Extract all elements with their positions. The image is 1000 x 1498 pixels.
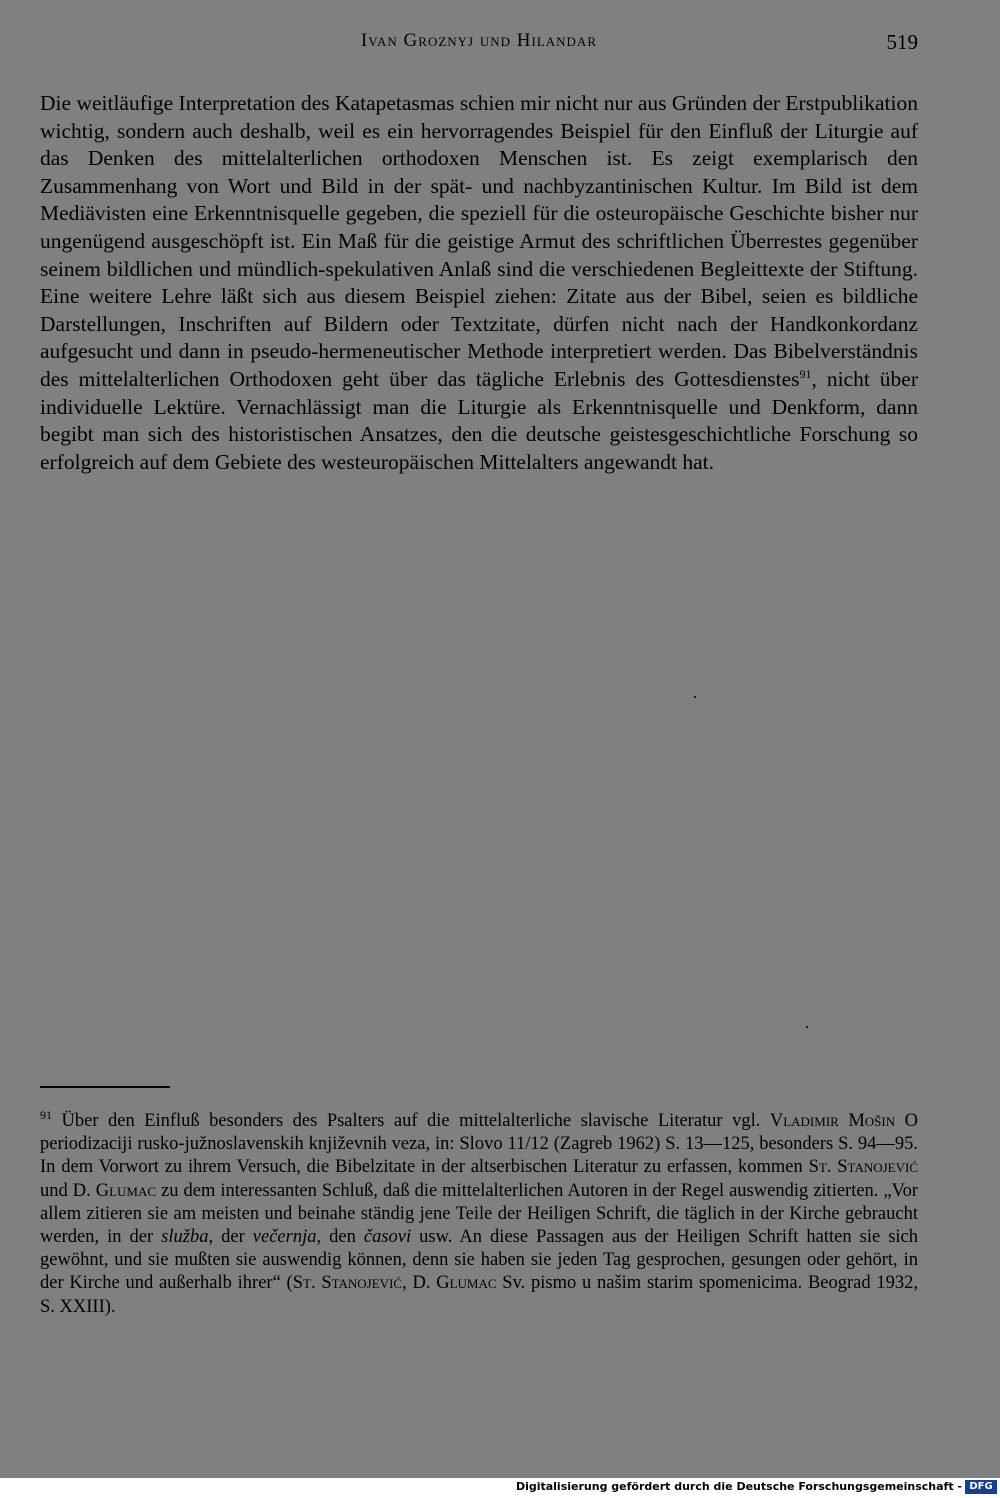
footnote-text: Sv. pismo u našim starim spomenicima. Beograd 1932, S. XXIII). bbox=[40, 1273, 919, 1317]
footnote-text: , der bbox=[208, 1227, 245, 1248]
italic-term: večernja bbox=[252, 1227, 317, 1248]
paragraph-text-part-2: , nicht über individuelle Lektüre. Vernachlässigt man die Liturgie als Erkenntnisquelle und Denkform, dann begibt man sich des historistischen Ansatzes, den die deutsche geistesgeschichtliche Forschung so erfolgreich auf dem Gebiete des westeuropäischen Mittelalters angewandt hat. bbox=[40, 366, 918, 474]
main-paragraph bbox=[40, 90, 918, 476]
dfg-credit-text: Digitalisierung gefördert durch die Deutsche Forschungsgemeinschaft - bbox=[515, 1480, 962, 1493]
footnote-reference: 91 bbox=[799, 366, 812, 381]
paragraph-text-part-1: Die weitläufige Interpretation des Katapetasmas schien mir nicht nur aus Gründen der Erstpublikation wichtig, sondern auch deshalb, weil es ein hervorragendes Beispiel für den Einfluß der Liturgie auf das Denken des mittelalterlichen orthodoxen Menschen ist. Es zeigt exemplarisch den Zusammenhang von Wort und Bild in der spät- und nachbyzantinischen Kultur. Im Bild ist dem Mediävisten eine Erkenntnisquelle gegeben, die speziell für die osteuropäische Geschichte bisher nur ungenügend ausgeschöpft ist. Ein Maß für die geistige Armut des schriftlichen Überrestes gegenüber seinem bildlichen und mündlich-spekulativen Anlaß sind die verschiedenen Begleittexte der Stiftung. Eine weitere Lehre läßt sich aus diesem Beispiel ziehen: Zitate aus der Bibel, seien es bildliche Darstellungen, Inschriften auf Bildern oder Textzitate, dürfen nicht nach der Handkonkordanz aufgesucht und dann in pseudo-hermeneutischer Methode interpretiert werden. Das Bibelverständnis des mittelalterlichen Orthodoxen geht über das tägliche Erlebnis des Gottesdienstes bbox=[40, 91, 918, 391]
footnote-number: 91 bbox=[40, 1107, 52, 1122]
author-name: Vladimir Mošin bbox=[769, 1111, 896, 1131]
footnote-text: zu dem interessanten Schluß, daß die mittelalterlichen Autoren in der Regel auswendig zitierten. „Vor allem zitieren sie am meisten und beinahe ständig jene Teile der Heiligen Schrift, die täglich in der Kirche gebraucht werden, in der bbox=[40, 1180, 919, 1248]
author-name: St. Stanojević bbox=[292, 1273, 403, 1294]
page-number: 519 bbox=[886, 30, 918, 54]
page-header bbox=[40, 30, 918, 60]
italic-term: časovi bbox=[363, 1227, 412, 1248]
author-name: D. Glumac bbox=[412, 1273, 497, 1294]
footnote-text: , den bbox=[316, 1227, 356, 1248]
footnote-text: Über den Einfluß besonders des Psalters auf die mittelalterliche slavische Literatur vgl. bbox=[61, 1111, 761, 1131]
footnote-text: usw. An diese Passagen aus der Heiligen Schrift hatten sie sich gewöhnt, und sie mußten sie auswendig können, denn sie haben sie jeden Tag gesprochen, gesungen oder gehört, in der Kirche und außerhalb ihrer“ ( bbox=[40, 1227, 919, 1294]
footnote-text: O periodizaciji rusko-južnoslavenskih književnih veza, in: Slovo 11/12 (Zagreb 1962) S. 13—125, besonders S. 94—95. In dem Vorwort zu ihrem Versuch, die Bibelzitate in der altserbischen Literatur zu erfassen, kommen bbox=[40, 1111, 918, 1178]
author-name: D. Glumac bbox=[72, 1180, 157, 1201]
footnote-91 bbox=[40, 1107, 919, 1319]
italic-term: služba bbox=[161, 1227, 209, 1248]
digitization-credit-bar bbox=[0, 1478, 1000, 1498]
footnote-text: , bbox=[402, 1273, 407, 1294]
dfg-logo-icon: DFG bbox=[965, 1480, 997, 1494]
running-title: Ivan Groznyj und Hilandar bbox=[360, 30, 597, 51]
footnote-separator bbox=[40, 1086, 170, 1088]
author-name: St. Stanojević bbox=[808, 1157, 918, 1178]
footnote-text: und bbox=[40, 1180, 68, 1201]
